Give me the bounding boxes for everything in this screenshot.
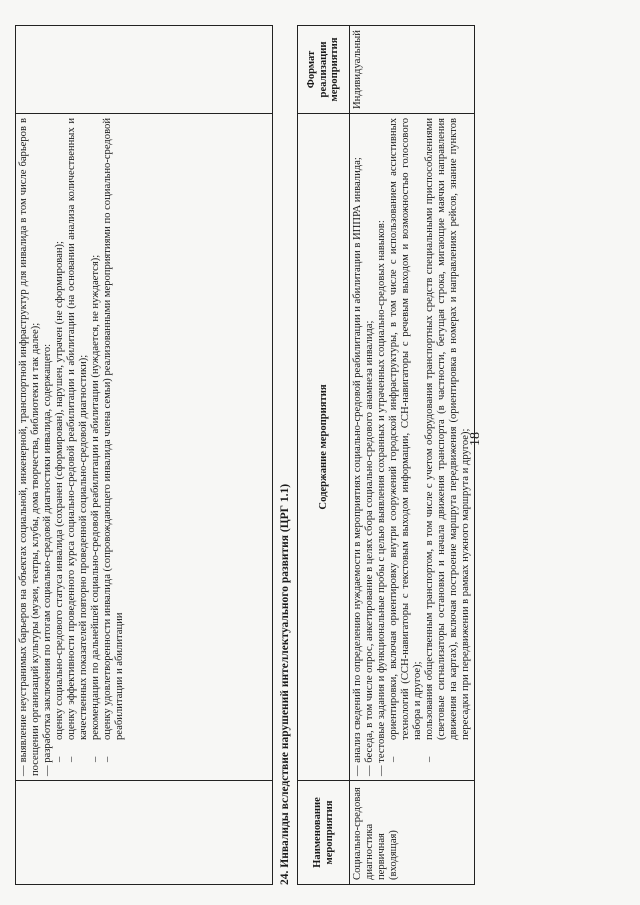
- cont-content-cell: [16, 114, 273, 781]
- rotated-page-content: [15, 25, 635, 885]
- cont-name-cell: [16, 781, 273, 885]
- continuation-table: [15, 25, 273, 885]
- page-number: 18: [468, 432, 483, 446]
- list-subitem: – пользования общественным транспортом, в том числе с учетом оборудования транспортных средств специальными приспособлениями (световые сигнализаторы остановки и начала движения транспорта (в частности, бегущая строка, мигающие маячки направления движения на картах), включая построение маршрута передвижения (ориентировка в номерах и направлениях рейсов, знание пунктов пересадки при передвижении в рамках нужного маршрута и другое);: [423, 118, 471, 762]
- list-subitem: – оценку эффективности проведенного курса социально-средовой реабилитации и абилитации (на основании анализа количественных и качественных показателей повторно проведенной социально-средовой диагностики);: [65, 118, 89, 762]
- main-table: [297, 25, 475, 885]
- header-format: Формат реализации мероприятия: [298, 26, 350, 114]
- list-item: — разработка заключения по итогам социально-средовой диагностики инвалида, содержащего:: [41, 343, 53, 776]
- cont-format-cell: [16, 26, 273, 114]
- row-name: Социально-средовая диагностика первичная (входящая): [350, 781, 475, 885]
- row-format: Индивидуальный: [350, 26, 475, 114]
- list-item: — тестовые задания и функциональные пробы с целью выявления сохранных и утраченных социально-средовых навыков:: [375, 220, 387, 776]
- list-item: — анализ сведений по определению нуждаемости в мероприятиях социально-средовой реабилитации и абилитации в ИППРА инвалида;: [352, 157, 363, 776]
- list-subitem: – оценку удовлетворенности инвалида (сопровождающего инвалида члена семьи) реализованными мероприятиями по социально-средовой реабилитации и абилитации: [101, 118, 125, 762]
- section-title: 24. Инвалиды вследствие нарушений интеллектуального развития (ЦРГ 1.1): [279, 483, 291, 885]
- list-item: — беседа, в том числе опрос, анкетирование в целях сбора социально-средового анамнеза инвалида;: [363, 320, 375, 776]
- list-subitem: – оценку социально-средового статуса инвалида (сохранен (сформирован), нарушен, утрачен (не сформирован);: [53, 241, 65, 762]
- header-content: Содержание мероприятия: [298, 114, 350, 781]
- row-content: [350, 114, 475, 781]
- header-name: Наименование мероприятия: [298, 781, 350, 885]
- list-subitem: – ориентировки, включая ориентировку внутри сооружений городской инфраструктуры, в том числе с использованием ассистивных технологий (ССН-навигаторы с текстовым выходом информации, ССН-навигаторы с речевым выходом и возможностью голосового набора и другое);: [387, 118, 423, 762]
- list-item: — выявление неустранимых барьеров на объектах социальной, инженерной, транспортной инфраструктур для инвалида в том числе барьеров в посещении организаций культуры (музеи, театры, клубы, дома творчества, библиотеки и так далее);: [18, 118, 41, 776]
- list-subitem: – рекомендации по дальнейшей социально-средовой реабилитации и абилитации (нуждается, не нуждается);: [89, 254, 101, 762]
